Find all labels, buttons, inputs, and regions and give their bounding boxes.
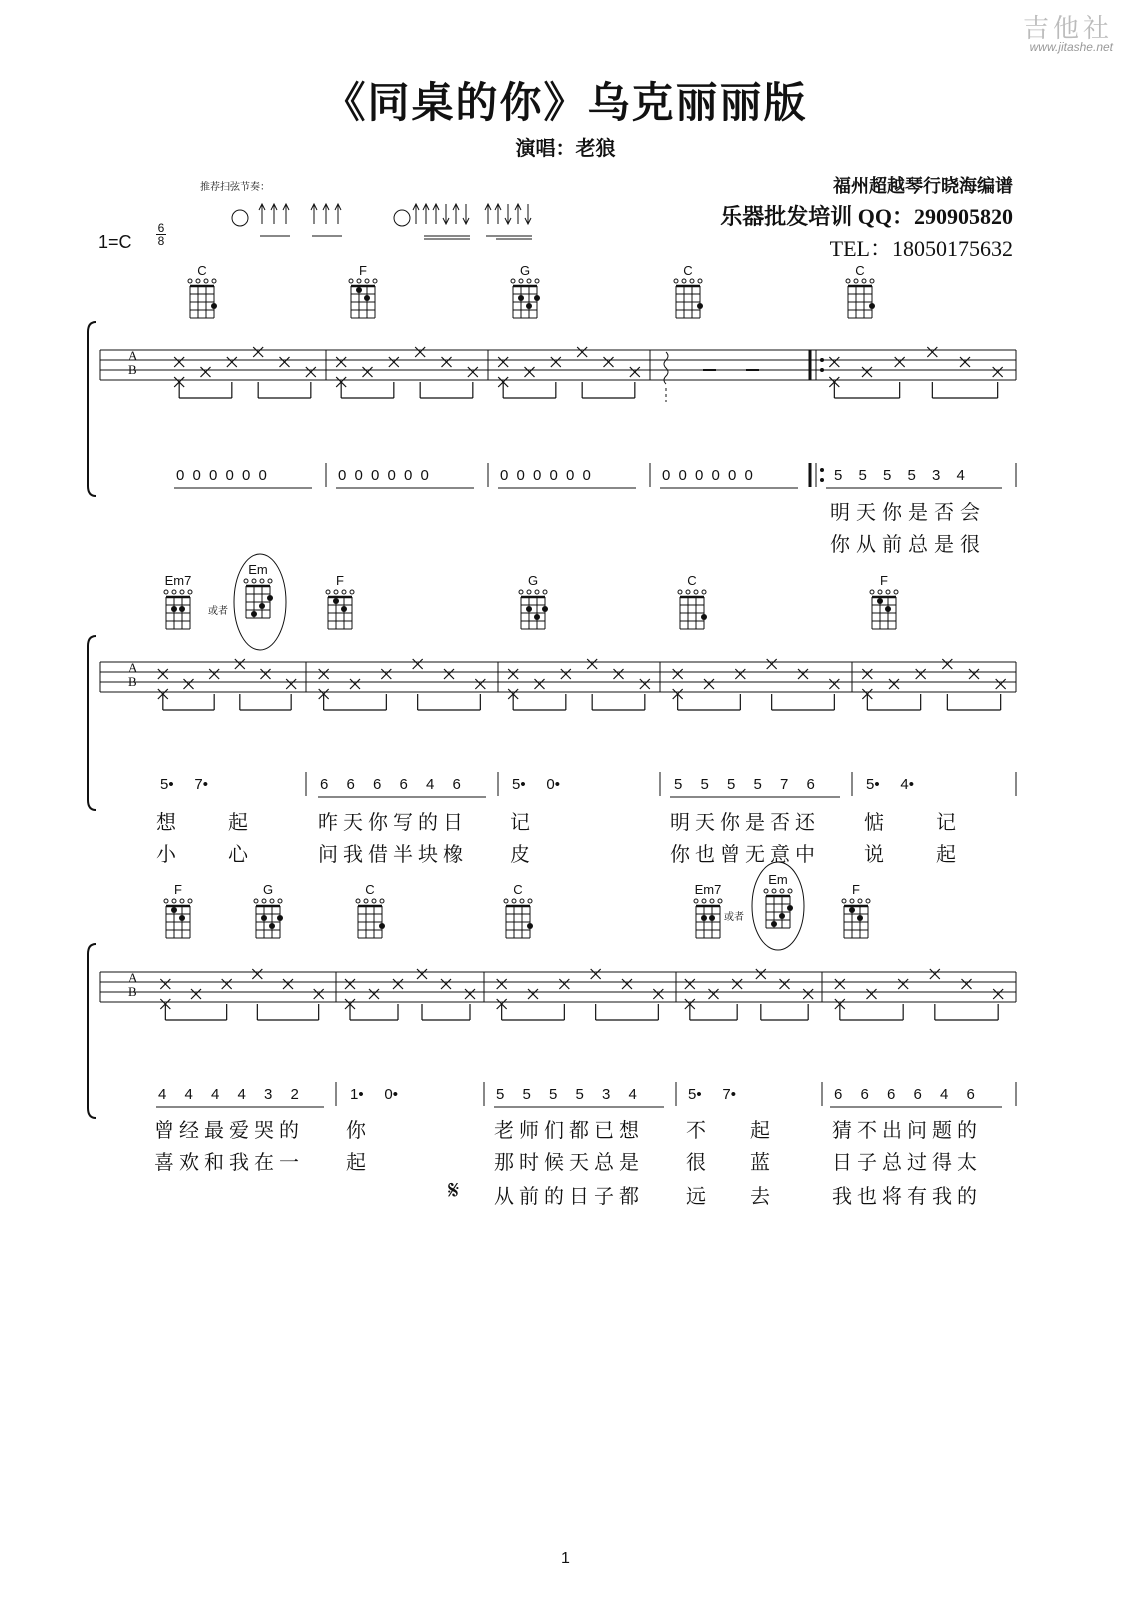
- notation-measure: 6 6 6 6 4 6: [320, 776, 468, 793]
- chord-diagram-c: [504, 899, 533, 938]
- beam: [513, 694, 645, 710]
- system-3-tab-staff: [100, 972, 1016, 1002]
- qq-contact: 乐器批发培训 QQ：290905820: [720, 204, 1013, 229]
- strum-x: [798, 669, 808, 679]
- strum-x: [803, 989, 813, 999]
- strum-x: [993, 989, 1003, 999]
- notation-measure: 1• 0•: [350, 1086, 399, 1103]
- notation-measure: 4 4 4 4 3 2: [158, 1086, 306, 1103]
- beam: [163, 694, 291, 710]
- chord-diagram-em: [764, 889, 793, 928]
- chord-name: F: [880, 573, 888, 588]
- strum-x: [780, 979, 790, 989]
- tel-contact: TEL：18050175632: [829, 236, 1013, 261]
- singer-credit: 演唱：老狼: [515, 136, 616, 160]
- chord-name: F: [174, 882, 182, 897]
- time-top: 6: [157, 221, 165, 235]
- lyric: 很: [686, 1150, 707, 1174]
- strum-x: [319, 689, 329, 699]
- system-2-tab-staff: [100, 662, 1016, 692]
- lyric: 想: [156, 810, 177, 834]
- strum-x: [209, 669, 219, 679]
- lyric: 起: [228, 810, 249, 834]
- strum-x: [673, 669, 683, 679]
- time-signature: [156, 222, 166, 247]
- notation-measure: 5 5 5 5 7 6: [674, 776, 822, 793]
- strum-x: [201, 367, 211, 377]
- chord-name: F: [336, 573, 344, 588]
- lyric: 你也曾无意中: [670, 842, 820, 866]
- strum-x: [314, 989, 324, 999]
- lyric: 心: [228, 842, 249, 866]
- beam: [867, 694, 1000, 710]
- strum-x: [756, 969, 766, 979]
- lyric: 我也将有我的: [832, 1184, 982, 1208]
- time-bottom: 8: [157, 234, 165, 248]
- watermark-url: www.jitashe.net: [1029, 40, 1113, 54]
- chord-name: Em7: [164, 573, 192, 588]
- chord-diagram-em: [244, 579, 273, 618]
- tab-label-2: A B: [128, 660, 138, 689]
- beam: [341, 382, 473, 398]
- repeat-dots: [820, 358, 824, 482]
- lyric: 蓝: [750, 1150, 771, 1174]
- strum-x: [413, 659, 423, 669]
- strum-x: [916, 669, 926, 679]
- lyric: 从前的日子都: [494, 1184, 644, 1208]
- strum-x: [442, 357, 452, 367]
- chord-diagram-f: [842, 899, 870, 938]
- strum-x: [895, 357, 905, 367]
- lyric: 那时候天总是: [494, 1150, 644, 1174]
- strum-x: [614, 669, 624, 679]
- strum-x: [350, 679, 360, 689]
- lyric-line: 明天你是否会: [830, 500, 986, 524]
- arranger-credit: 福州超越琴行晓海编谱: [833, 176, 1013, 197]
- strum-x: [261, 669, 271, 679]
- chord-name: C: [197, 263, 207, 278]
- strum-x: [604, 357, 614, 367]
- strum-x: [561, 669, 571, 679]
- tab-label-1: A B: [128, 348, 138, 377]
- strum-x: [862, 689, 872, 699]
- chord-diagram-em7: [164, 590, 192, 629]
- chord-name: C: [687, 573, 697, 588]
- chord-name: Em7: [694, 882, 722, 897]
- chord-diagram-f: [326, 590, 354, 629]
- lyric: 起: [750, 1118, 771, 1142]
- strum-x: [551, 357, 561, 367]
- lyric: 昨天你写的日: [318, 810, 468, 834]
- beam: [324, 694, 481, 710]
- strum-x: [174, 377, 184, 387]
- chord-diagram-em7: [694, 899, 722, 938]
- chord-diagram-g: [254, 899, 283, 938]
- strum-x: [222, 979, 232, 989]
- lyric: 老师们都已想: [494, 1118, 644, 1142]
- notation-measure: 5• 7•: [688, 1086, 737, 1103]
- strum-label: 推荐扫弦节奏：: [200, 182, 270, 193]
- strum-x: [927, 347, 937, 357]
- strum-x: [835, 979, 845, 989]
- strum-x: [498, 357, 508, 367]
- strum-x: [835, 999, 845, 1009]
- chord-diagram-c: [678, 590, 707, 629]
- chord-name: C: [513, 882, 523, 897]
- strum-x: [417, 969, 427, 979]
- strum-x: [867, 989, 877, 999]
- strum-x: [528, 989, 538, 999]
- lyric: 问我借半块橡: [318, 842, 468, 866]
- lyric: 明天你是否还: [670, 810, 820, 834]
- page-number: 1: [561, 1550, 570, 1567]
- beam: [834, 382, 997, 398]
- strum-x: [286, 679, 296, 689]
- strum-x: [319, 669, 329, 679]
- notation-measure: 0 0 0 0 0 0: [662, 467, 755, 484]
- strum-pattern-2: [394, 204, 532, 239]
- strum-x: [630, 367, 640, 377]
- lyric: 不: [686, 1118, 707, 1142]
- strum-x: [158, 669, 168, 679]
- beam: [350, 1004, 470, 1020]
- strum-x: [685, 979, 695, 989]
- strum-x: [889, 679, 899, 689]
- strum-x: [191, 989, 201, 999]
- lyric: 皮: [510, 842, 531, 866]
- notation-measure: 6 6 6 6 4 6: [834, 1086, 982, 1103]
- lyric: 说: [864, 842, 885, 866]
- lyric: 起: [936, 842, 957, 866]
- strum-x: [441, 979, 451, 989]
- lyric: 远: [686, 1184, 707, 1208]
- strum-x: [942, 659, 952, 669]
- beam: [502, 1004, 659, 1020]
- chord-diagram-c: [674, 279, 703, 318]
- strum-x: [735, 669, 745, 679]
- chord-diagram-c: [846, 279, 875, 318]
- notation-measure: 5• 7•: [160, 776, 209, 793]
- strum-x: [587, 659, 597, 669]
- strum-x: [369, 989, 379, 999]
- strum-x: [283, 979, 293, 989]
- strum-x: [158, 689, 168, 699]
- system-3-brace: [88, 944, 96, 1118]
- strum-x: [253, 347, 263, 357]
- strum-x: [709, 989, 719, 999]
- strum-x: [930, 969, 940, 979]
- chord-name: Em: [768, 872, 788, 887]
- strum-x: [862, 367, 872, 377]
- notation-measure: 5• 0•: [512, 776, 561, 793]
- strum-x: [475, 679, 485, 689]
- strum-x: [280, 357, 290, 367]
- strum-x: [673, 689, 683, 699]
- system-1-tab-staff: [100, 350, 1016, 380]
- strum-x: [829, 679, 839, 689]
- strum-x: [525, 367, 535, 377]
- segno-sign: 𝄋: [448, 1176, 460, 1206]
- lyric: 喜欢和我在一: [154, 1150, 304, 1174]
- strum-x: [184, 679, 194, 689]
- strum-x: [227, 357, 237, 367]
- rest-squiggle: [664, 352, 668, 402]
- strum-x: [862, 669, 872, 679]
- strum-x: [415, 347, 425, 357]
- strum-x: [508, 669, 518, 679]
- chord-name: C: [365, 882, 375, 897]
- chord-diagram-g: [511, 279, 540, 318]
- chord-name: C: [683, 263, 693, 278]
- chord-name: F: [359, 263, 367, 278]
- strum-x: [235, 659, 245, 669]
- strum-x: [962, 979, 972, 989]
- strum-x: [640, 679, 650, 689]
- strum-x: [160, 979, 170, 989]
- strum-x: [685, 999, 695, 1009]
- strum-x: [336, 357, 346, 367]
- strum-x: [174, 357, 184, 367]
- notation-measure: 0 0 0 0 0 0: [500, 467, 593, 484]
- chord-diagram-g: [519, 590, 548, 629]
- chord-name: Em: [248, 562, 268, 577]
- system-2-brace: [88, 636, 96, 810]
- strum-x: [160, 999, 170, 1009]
- strum-x: [591, 969, 601, 979]
- lyric-line: 你从前总是很: [830, 532, 986, 556]
- strum-x: [969, 669, 979, 679]
- strum-x: [381, 669, 391, 679]
- lyric: 猜不出问题的: [832, 1118, 982, 1142]
- strum-x: [993, 367, 1003, 377]
- strum-x: [252, 969, 262, 979]
- chord-name: G: [262, 882, 274, 897]
- beam: [678, 694, 835, 710]
- page-title: 《同桌的你》乌克丽丽版: [323, 78, 808, 127]
- system-1-brace: [88, 322, 96, 496]
- strum-x: [389, 357, 399, 367]
- alt-chord-label: 或者: [208, 606, 228, 617]
- watermark-logo: 吉他社: [1022, 14, 1113, 44]
- strum-x: [653, 989, 663, 999]
- chord-name: F: [852, 882, 860, 897]
- strum-x: [767, 659, 777, 669]
- strum-x: [336, 377, 346, 387]
- beam: [840, 1004, 998, 1020]
- chord-name: G: [519, 263, 531, 278]
- lyric: 记: [936, 810, 957, 834]
- lyric: 小: [156, 842, 177, 866]
- notation-measure: 0 0 0 0 0 0: [338, 467, 431, 484]
- strum-x: [465, 989, 475, 999]
- strum-x: [497, 999, 507, 1009]
- strum-x: [732, 979, 742, 989]
- strum-x: [363, 367, 373, 377]
- strum-x: [996, 679, 1006, 689]
- notation-measure: 0 0 0 0 0 0: [176, 467, 269, 484]
- beam: [165, 1004, 318, 1020]
- beam: [690, 1004, 808, 1020]
- lyric: 日子总过得太: [832, 1150, 982, 1174]
- beam: [503, 382, 635, 398]
- strum-pattern-1: [232, 204, 342, 236]
- chord-name: G: [527, 573, 539, 588]
- chord-diagram-c: [188, 279, 217, 318]
- chord-diagram-f: [349, 279, 377, 318]
- strum-x: [468, 367, 478, 377]
- lyric: 你: [346, 1118, 367, 1142]
- lyric: 去: [750, 1184, 771, 1208]
- alt-chord-label: 或者: [724, 912, 744, 923]
- strum-x: [498, 377, 508, 387]
- chord-diagram-f: [164, 899, 192, 938]
- strum-x: [306, 367, 316, 377]
- lyric: 起: [346, 1150, 367, 1174]
- lyric: 曾经最爱哭的: [154, 1118, 304, 1142]
- beam: [179, 382, 311, 398]
- strum-x: [577, 347, 587, 357]
- tab-label-3: A B: [128, 970, 138, 999]
- strum-x: [898, 979, 908, 989]
- chord-diagram-c: [356, 899, 385, 938]
- strum-x: [704, 679, 714, 689]
- chord-diagram-f: [870, 590, 898, 629]
- strum-x: [829, 377, 839, 387]
- chord-name: C: [855, 263, 865, 278]
- key-signature: 1=C: [98, 232, 132, 252]
- strum-x: [535, 679, 545, 689]
- strum-x: [497, 979, 507, 989]
- strum-x: [508, 689, 518, 699]
- lyric: 记: [510, 810, 531, 834]
- strum-x: [622, 979, 632, 989]
- strum-x: [829, 357, 839, 367]
- notation-measure: 5 5 5 5 3 4: [496, 1086, 644, 1103]
- notation-measure: 5 5 5 5 3 4: [834, 467, 971, 484]
- strum-x: [444, 669, 454, 679]
- lyric: 惦: [864, 810, 885, 834]
- strum-x: [960, 357, 970, 367]
- strum-x: [345, 979, 355, 989]
- notation-measure: 5• 4•: [866, 776, 915, 793]
- strum-x: [559, 979, 569, 989]
- strum-x: [393, 979, 403, 989]
- strum-x: [345, 999, 355, 1009]
